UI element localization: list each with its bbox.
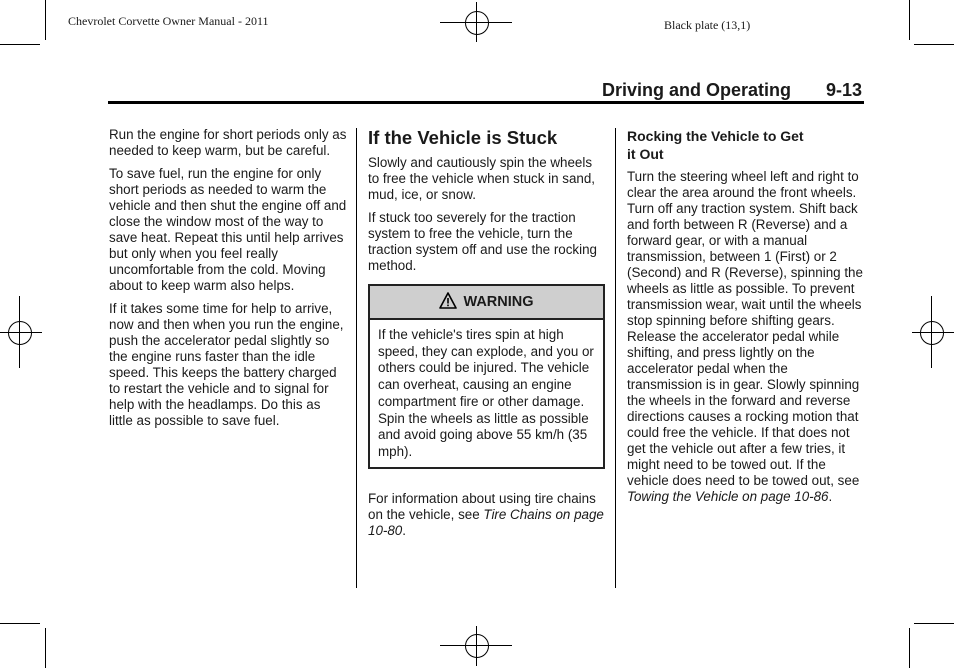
crop-mark <box>0 44 40 45</box>
paragraph <box>627 169 863 505</box>
text: Turn the steering wheel left and right to clear the area around the front wheels. Turn off any traction system. Shift back and forth between R (Reverse) and a forward gear, or with a manual transmission, between 1 (First) or 2 (Second) and R (Reverse), spinning the wheels as little as possible. To prevent transmission wear, wait until the wheels stop spinning before shifting gears. Release the accelerator pedal while shifting, and press lightly on the accelerator pedal when the transmission is in gear. Slowly spinning the wheels in the forward and reverse directions causes a rocking motion that could free the vehicle. If that does not get the vehicle out after a few tries, it might need to be towed out. If the vehicle does need to be towed out, see <box>627 169 863 488</box>
warning-triangle-icon <box>439 292 457 313</box>
paragraph: Run the engine for short periods only as needed to keep warm, but be careful. <box>109 127 347 158</box>
paragraph: Slowly and cautiously spin the wheels to free the vehicle when stuck in sand, mud, ice, or snow. <box>368 155 596 202</box>
column-divider <box>356 128 357 588</box>
text: . <box>402 522 406 538</box>
crop-mark <box>45 628 46 668</box>
text: For information about using tire chains on the vehicle, see <box>368 490 596 522</box>
crop-mark <box>914 44 954 45</box>
crop-mark <box>0 623 40 624</box>
heading-line: it Out <box>627 146 664 162</box>
paragraph: If stuck too severely for the traction system to free the vehicle, turn the traction system off and use the rocking method. <box>368 210 598 273</box>
warning-text: If the vehicle's tires spin at high speed, they can explode, and you or others could be injured. The vehicle can overheat, causing an engine compartment fire or other damage. Spin the wheels as little as possible and avoid going above 55 km/h (35 mph). <box>378 327 594 459</box>
text: . <box>828 489 833 504</box>
crop-mark <box>909 628 910 668</box>
subsection-heading <box>627 127 863 163</box>
column-2 <box>368 127 605 546</box>
plate-label: Black plate (13,1) <box>664 18 751 32</box>
warning-box <box>368 284 605 469</box>
cross-reference-link[interactable]: Tire Chains on page 10-80 <box>368 506 604 538</box>
crop-mark <box>45 0 46 40</box>
paragraph: To save fuel, run the engine for only short periods as needed to warm the vehicle and then shut the engine off and close the window most of the way to save heat. Repeat this until help arrives but only when you feel really uncomfortable from the cold. Moving about to keep warm also helps. <box>109 166 347 293</box>
paragraph <box>368 491 605 539</box>
warning-title: WARNING <box>463 294 534 310</box>
column-3 <box>627 127 863 512</box>
warning-header <box>370 286 603 320</box>
cross-reference-link[interactable]: Towing the Vehicle on page 10-86 <box>627 489 829 504</box>
section-title: Driving and Operating <box>602 80 792 100</box>
section-heading: If the Vehicle is Stuck <box>368 127 558 148</box>
crop-mark <box>909 0 910 40</box>
crop-mark <box>914 623 954 624</box>
header-rule <box>108 101 864 104</box>
heading-line: Rocking the Vehicle to Get <box>627 128 804 144</box>
column-1 <box>109 127 347 436</box>
paragraph: If it takes some time for help to arrive, now and then when you run the engine, push the accelerator pedal slightly so the engine runs faster than the idle speed. This keeps the battery charged to restart the vehicle and to signal for help with the headlamps. Do this as little as possible to save fuel. <box>109 301 344 428</box>
column-divider <box>615 128 616 588</box>
manual-title: Chevrolet Corvette Owner Manual - 2011 <box>68 14 269 28</box>
page-number: 9-13 <box>826 80 863 100</box>
